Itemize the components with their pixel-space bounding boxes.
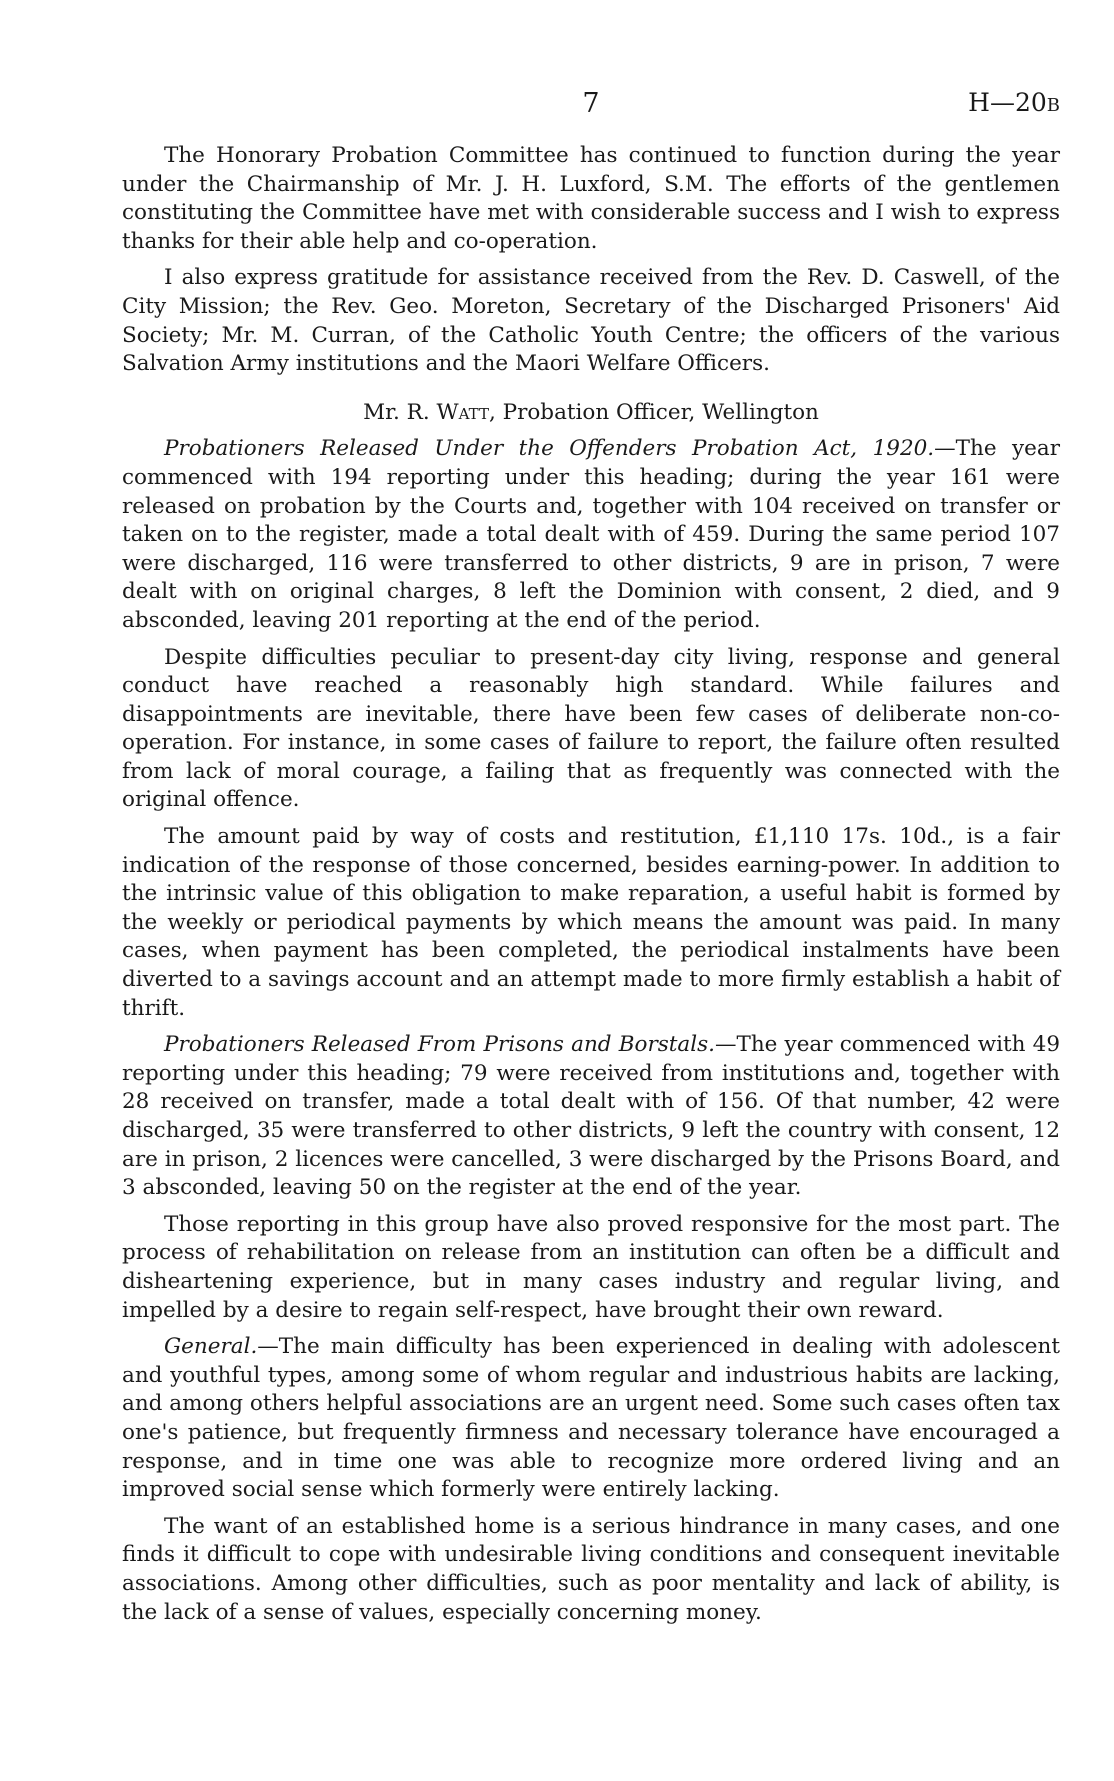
paragraph-home: The want of an established home is a serious hindrance in many cases, and one finds it difficult to cope with undesirable living conditions and consequent inevitable associations. Among other difficulties, such as poor mentality and lack of ability, is the lack of a sense of values, especially concerning money. <box>122 1513 1060 1625</box>
document-code-prefix: H—20 <box>968 88 1047 117</box>
paragraph-conduct: Despite difficulties peculiar to present-day city living, response and general conduct have reached a reasonably high standard. While failures and disappointments are inevitable, there have been few cases of deliberate non-co-operation. For instance, in some cases of failure to report, the failure often resulted from lack of moral courage, a failing that as frequently was connected with the original offence. <box>122 644 1060 813</box>
section-heading-wellington <box>122 399 1060 428</box>
paragraph-general <box>122 1333 1060 1505</box>
general-text: —The main difficulty has been experienced in dealing with adolescent and youthful types, among some of whom regular and industrious habits are lacking, and among others helpful associations are an urgent need. Some such cases often tax one's patience, but frequently firmness and necessary tolerance have encouraged a response, and in time one was able to recognize more ordered living and an improved social sense which formerly were entirely lacking. <box>122 1334 1060 1503</box>
paragraph-restitution: The amount paid by way of costs and restitution, £1,110 17s. 10d., is a fair indication of the response of those concerned, besides earning-power. In addition to the intrinsic value of this obligation to make reparation, a useful habit is formed by the weekly or periodical payments by which means the amount was paid. In many cases, when payment has been completed, the periodical instalments have been diverted to a savings account and an attempt made to more firmly establish a habit of thrift. <box>122 824 1060 1021</box>
page-header <box>122 88 1060 128</box>
paragraph-gratitude: I also express gratitude for assistance received from the Rev. D. Caswell, of the City Mission; the Rev. Geo. Moreton, Secretary of the Discharged Prisoners' Aid Society; Mr. M. Curran, of the Catholic Youth Centre; the officers of the various Salvation Army institutions and the Maori Welfare Officers. <box>122 265 1060 377</box>
paragraph-prisons-borstals <box>122 1031 1060 1203</box>
document-page <box>122 88 1060 1635</box>
subheading-offenders-act: Probationers Released Under the Offenders Probation Act, 1920. <box>164 436 935 462</box>
document-code <box>968 88 1060 117</box>
page-number: 7 <box>582 88 600 119</box>
paragraph-rehabilitation: Those reporting in this group have also proved responsive for the most part. The process of rehabilitation on release from an institution can often be a difficult and disheartening experience, but in many cases industry and regular living, and impelled by a desire to regain self-respect, have brought their own reward. <box>122 1211 1060 1323</box>
body-text <box>122 142 1060 1627</box>
document-code-suffix: B <box>1046 95 1060 116</box>
paragraph-committee: The Honorary Probation Committee has continued to function during the year under the Chairmanship of Mr. J. H. Luxford, S.M. The efforts of the gentlemen constituting the Committee have met with considerable success and I wish to express thanks for their able help and co-operation. <box>122 143 1060 254</box>
subheading-general: General. <box>164 1334 258 1360</box>
paragraph-offenders-act <box>122 435 1060 635</box>
prisons-borstals-text: —The year commenced with 49 reporting under this heading; 79 were received from institutions and, together with 28 received on transfer, made a total dealt with of 156. Of that number, 42 were discharged, 35 were transferred to other districts, 9 left the country with consent, 12 are in prison, 2 licences were cancelled, 3 were discharged by the Prisons Board, and 3 absconded, leaving 50 on the register at the end of the year. <box>122 1032 1060 1201</box>
section-heading-prefix: Mr. R. <box>363 399 437 425</box>
section-heading-suffix: , Probation Officer, Wellington <box>488 399 819 425</box>
subheading-prisons-borstals: Probationers Released From Prisons and Borstals. <box>164 1032 715 1058</box>
offenders-act-text: —The year commenced with 194 reporting under this heading; during the year 161 were released on probation by the Courts and, together with 104 received on transfer or taken on to the register, made a total dealt with of 459. During the same period 107 were discharged, 116 were transferred to other districts, 9 are in prison, 7 were dealt with on original charges, 8 left the Dominion with consent, 2 died, and 9 absconded, leaving 201 reporting at the end of the period. <box>122 436 1060 633</box>
section-heading-name: Watt <box>436 399 489 425</box>
